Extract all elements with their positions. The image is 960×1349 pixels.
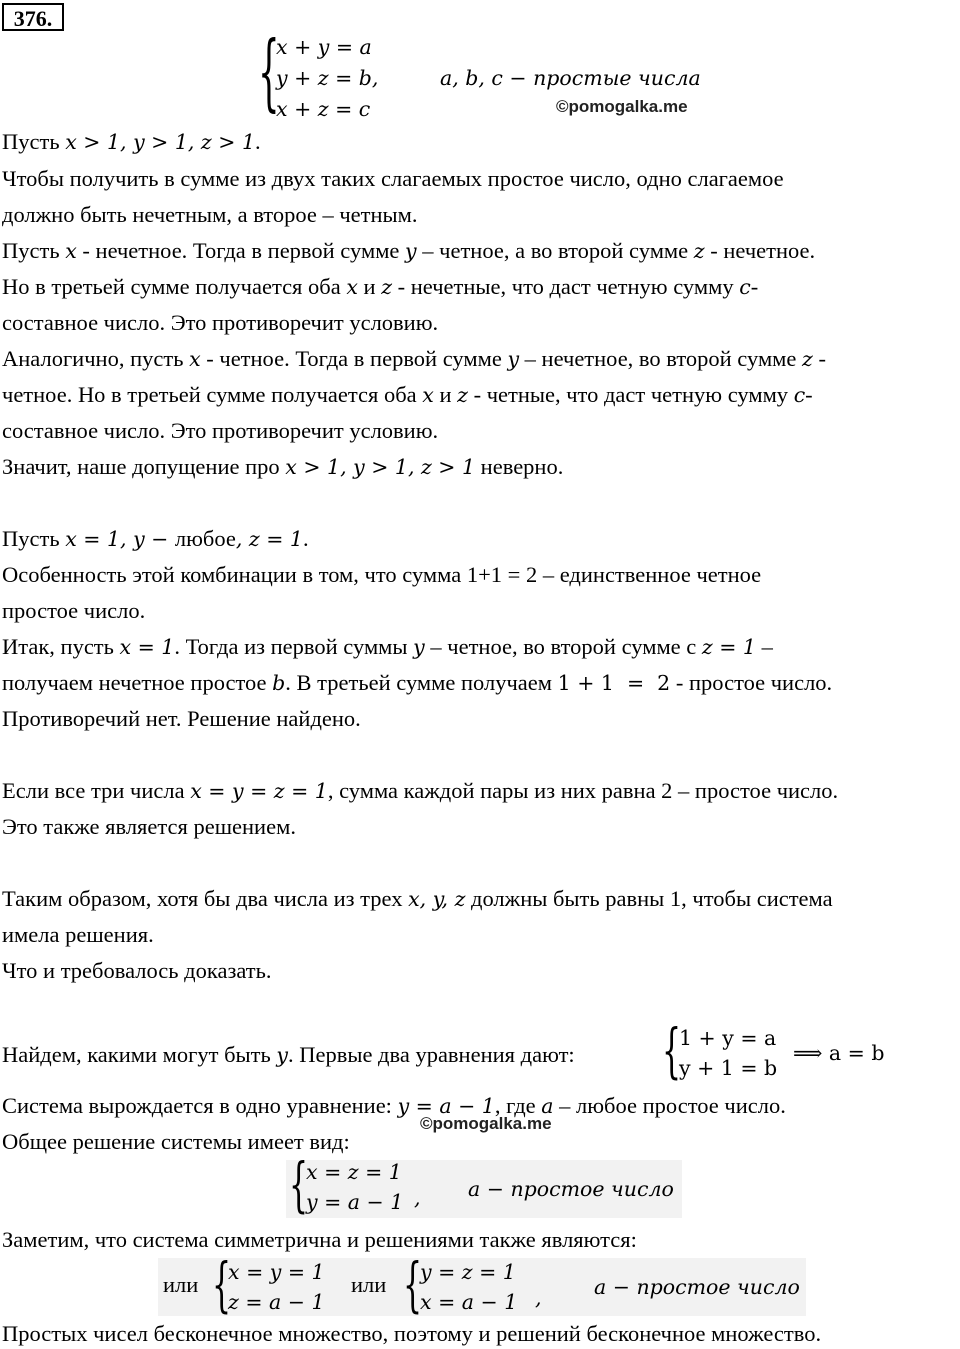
system2-eq1: x = z = 1 <box>306 1160 402 1184</box>
line-p7b: простое число. <box>2 598 146 623</box>
line-p14: Заметим, что система симметрична и решениями также являются: <box>2 1227 637 1252</box>
math: x <box>422 383 434 407</box>
text: получаем нечетное простое <box>2 670 273 695</box>
math: x = 1, y − <box>65 527 175 551</box>
math: y <box>413 635 425 659</box>
math: x <box>346 275 358 299</box>
system1-note <box>440 65 701 91</box>
system3-b-eq2: x = a − 1 <box>420 1290 518 1314</box>
text: − простое число <box>606 1275 800 1299</box>
watermark-top: ©pomogalka.me <box>556 97 688 116</box>
math: z <box>693 239 705 263</box>
text: - нечетные, что даст четную сумму <box>392 274 740 299</box>
text: Пусть <box>2 526 66 551</box>
text: - нечетное. <box>704 238 816 263</box>
line-p13: Общее решение системы имеет вид: <box>2 1129 350 1154</box>
text: - нечетное. Тогда в первой сумме <box>76 238 406 263</box>
system1-eq2: y + z = b, <box>276 66 379 90</box>
system-p11-result: ⟹ a = b <box>793 1041 885 1065</box>
line-p1 <box>2 127 261 157</box>
text: . Тогда из первой суммы <box>174 634 414 659</box>
text: любое <box>174 526 236 551</box>
line-p4a <box>2 344 826 374</box>
math: c <box>739 275 751 299</box>
text: , сумма каждой пары из них равна 2 – простое число. <box>327 778 839 803</box>
text: и <box>357 274 382 299</box>
system2-comma: , <box>414 1186 421 1210</box>
line-p8c: Противоречий нет. Решение найдено. <box>2 706 361 731</box>
system3-brace-a: { <box>212 1252 232 1321</box>
text: Пусть <box>2 129 66 154</box>
system3-or2: или <box>351 1272 387 1297</box>
text: - четное. Тогда в первой сумме <box>200 346 508 371</box>
text: Но в третьей сумме получается оба <box>2 274 347 299</box>
math: z <box>457 383 468 407</box>
watermark-bottom: ©pomogalka.me <box>420 1114 552 1133</box>
system1-eq1: x + y = a <box>276 35 372 59</box>
math: x > 1, y > 1, z > 1 <box>285 455 476 479</box>
system2-note <box>468 1176 674 1202</box>
system-p11-brace: { <box>662 1018 682 1087</box>
text: , где <box>494 1093 542 1118</box>
text: . <box>302 526 309 551</box>
system1-note-math: a, b, c − простые числа <box>440 66 701 90</box>
line-p15: Простых чисел бесконечное множество, поэтому и решений бесконечное множество. <box>2 1321 822 1346</box>
line-p9b: Это также является решением. <box>2 814 296 839</box>
line-p10b: имела решения. <box>2 922 154 947</box>
line-p10a <box>2 884 833 914</box>
problem-number: 376. <box>2 3 64 31</box>
math: a <box>468 1177 481 1201</box>
text: - четные, что даст четную сумму <box>467 382 794 407</box>
math: a <box>594 1275 607 1299</box>
math: y = a − 1 <box>397 1094 495 1118</box>
math: x <box>189 347 201 371</box>
system3-or1: или <box>163 1272 199 1297</box>
line-p2a: Чтобы получить в сумме из двух таких слагаемых простое число, одно слагаемое <box>2 166 784 191</box>
text: Аналогично, пусть <box>2 346 190 371</box>
math: z <box>802 347 813 371</box>
math: x = 1 <box>119 635 175 659</box>
line-p6 <box>2 524 309 554</box>
system3-note <box>594 1274 800 1300</box>
text: . Первые два уравнения дают: <box>287 1042 575 1067</box>
text: четное. Но в третьей сумме получается оба <box>2 382 423 407</box>
line-p5 <box>2 452 563 482</box>
text: . В третьей сумме получаем <box>285 670 558 695</box>
text: - <box>812 346 826 371</box>
math: a <box>541 1094 554 1118</box>
line-p3c: составное число. Это противоречит условию. <box>2 310 439 335</box>
line-p7a: Особенность этой комбинации в том, что сумма 1+1 = 2 – единственное четное <box>2 562 762 587</box>
system3-b-eq1: y = z = 1 <box>420 1260 516 1284</box>
system-p11-eq2: y + 1 = b <box>679 1056 778 1080</box>
text: Итак, пусть <box>2 634 120 659</box>
text: – четное, а во второй сумме <box>416 238 694 263</box>
line-p2b: должно быть нечетным, а второе – четным. <box>2 202 418 227</box>
text: . <box>254 129 261 154</box>
system1-eq3: x + z = c <box>276 97 371 121</box>
text: – любое простое число. <box>553 1093 786 1118</box>
text: – <box>755 634 773 659</box>
math: z <box>381 275 393 299</box>
text: Значит, наше допущение про <box>2 454 286 479</box>
text: и <box>433 382 458 407</box>
text: Система вырождается в одно уравнение: <box>2 1093 398 1118</box>
system2-eq2: y = a − 1 <box>306 1190 404 1214</box>
text: Таким образом, хотя бы два числа из трех <box>2 886 409 911</box>
line-p8a <box>2 632 773 662</box>
math: x <box>65 239 77 263</box>
text: – нечетное, во второй сумме <box>519 346 803 371</box>
line-p11 <box>2 1040 575 1070</box>
system3-comma: , <box>535 1286 542 1310</box>
line-p8b <box>2 668 832 698</box>
text: - <box>805 382 813 407</box>
math: 1 + 1 = 2 <box>557 671 671 695</box>
system3-a-eq1: x = y = 1 <box>228 1260 325 1284</box>
text: Пусть <box>2 238 66 263</box>
math: , z = 1 <box>235 527 303 551</box>
line-p10c: Что и требовалось доказать. <box>2 958 272 983</box>
text: - простое число. <box>670 670 833 695</box>
system2-brace: { <box>289 1152 309 1221</box>
math: x = y = z = 1 <box>190 779 328 803</box>
system1-brace: { <box>258 24 280 123</box>
line-p4b <box>2 380 813 410</box>
line-p12 <box>2 1091 786 1121</box>
text: - <box>750 274 759 299</box>
text: Если все три числа <box>2 778 191 803</box>
system3-a-eq2: z = a − 1 <box>228 1290 325 1314</box>
system3-brace-b: { <box>403 1252 423 1321</box>
text: Найдем, какими могут быть <box>2 1042 277 1067</box>
text: – четное, во второй сумме с <box>424 634 702 659</box>
math: b <box>272 671 286 695</box>
line-p9a <box>2 776 838 806</box>
math: y <box>405 239 417 263</box>
math: c <box>793 383 806 407</box>
math: y <box>276 1043 288 1067</box>
math: x, y, z <box>408 887 466 911</box>
line-p4c: составное число. Это противоречит условию. <box>2 418 439 443</box>
text: должны быть равны 1, чтобы система <box>465 886 833 911</box>
line-p3b <box>2 272 758 302</box>
line-p3a <box>2 236 815 266</box>
math: x > 1, y > 1, z > 1 <box>65 130 255 154</box>
text: − простое число <box>480 1177 674 1201</box>
system-p11-eq1: 1 + y = a <box>679 1026 777 1050</box>
math: y <box>507 347 520 371</box>
text: неверно. <box>475 454 564 479</box>
math: z = 1 <box>701 635 756 659</box>
